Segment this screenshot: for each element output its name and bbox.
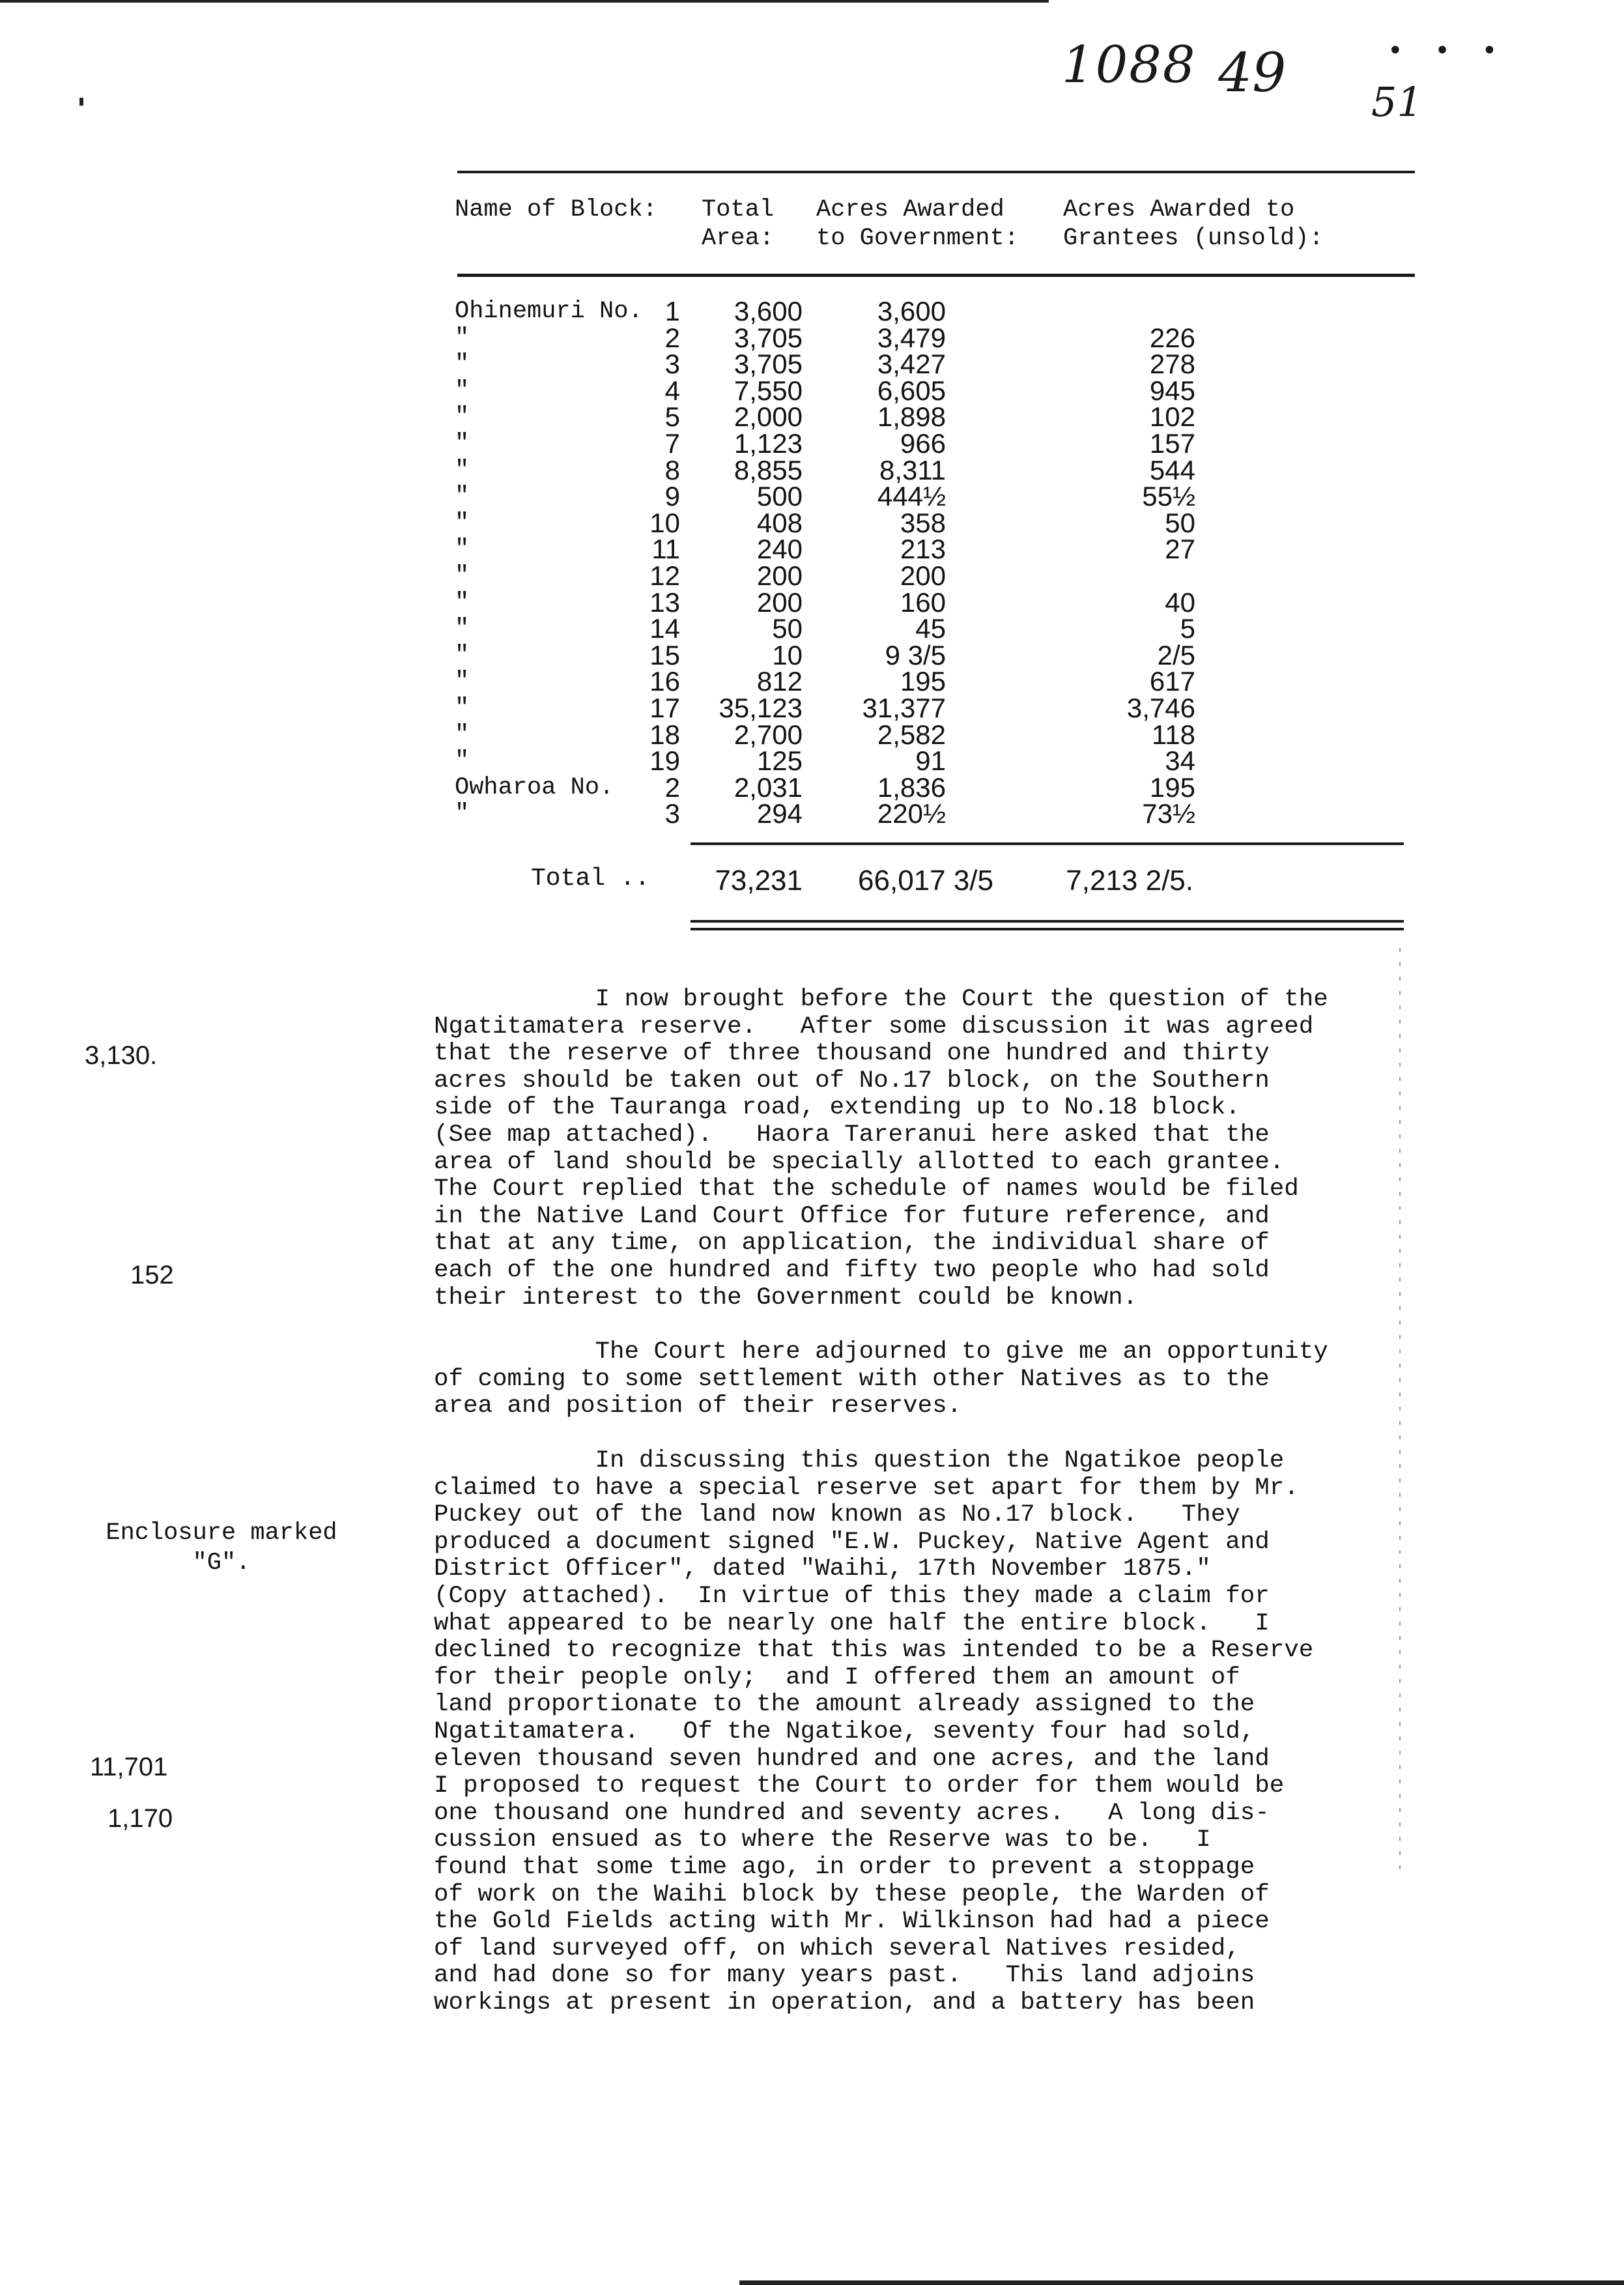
block-number: 18 [649,719,680,750]
grantee-acres-cell: 226 [1149,322,1195,353]
gov-acres-cell: 45 [915,613,946,644]
table-row [0,560,1563,591]
header-name-of-block: Name of Block: [455,196,657,223]
grantee-acres-cell: 2/5 [1157,639,1195,670]
header-acres-government: Acres Awarded to Government: [816,196,1019,252]
grantee-acres-cell: 34 [1165,745,1195,777]
total-area-cell: 2,031 [734,771,803,803]
grantee-acres-cell: 278 [1149,349,1195,380]
total-area-cell: 3,705 [734,349,803,380]
grantee-acres-cell: 5 [1180,613,1195,644]
paragraph-ngatikoe-reserve: In discussing this question the Ngatikoe people claimed to have a special reserve set apart for them by Mr. Puckey out of the land now known as No.17 block. They produced a document signed "E.W. Puckey, Native Agent and District Officer", dated "Waihi, 17th November 1875." (Copy attached). In virtue of this they made a claim for what appeared to be nearly one half the entire block. I declined to recognize that this was intended to be a Reserve for their people only; and I offered them an amount of land proportionate to the amount already assigned to the Ngatitamatera. Of the Ngatikoe, seventy four had sold, eleven thousand seven hundred and one acres, and the land I proposed to request the Court to order for them would be one thousand one hundred and seventy acres. A long dis- cussion ensued as to where the Reserve was to be. I found that some time ago, in order to prevent a stoppage of work on the Waihi block by these people, the Warden of the Gold Fields acting with Mr. Wilkinson had had a piece of land surveyed off, on which several Natives resided, and had done so for many years past. This land adjoins workings at present in operation, and a battery has been [434,1447,1314,2017]
grantee-acres-cell: 157 [1149,427,1195,459]
sum-rule [691,842,1404,845]
total-label: Total .. [531,865,650,893]
block-number: 1 [664,296,680,326]
table-row [0,322,1563,353]
total-area-cell: 7,550 [734,375,803,406]
block-number: 3 [664,349,680,380]
total-area-cell: 2,000 [734,401,803,433]
grantee-acres-cell: 50 [1165,507,1195,538]
block-number: 16 [649,666,680,697]
block-name: " [455,615,470,643]
block-number: 7 [664,427,680,459]
table-top-rule [457,171,1415,173]
table-row [0,639,1563,670]
paragraph-court-adjourned: The Court here adjourned to give me an opportunity of coming to some settlement with other Natives as to the area and position of their reserves. [434,1338,1328,1420]
handwritten-page-number: 51 [1371,78,1423,126]
header-total-area: Total Area: [702,196,775,252]
block-name: " [455,324,470,352]
block-name: Owharoa No. [455,773,614,801]
margin-note-acres-sold: 11,701 [90,1753,168,1781]
table-row [0,771,1563,803]
total-grantees-value: 7,213 2/5. [1066,865,1193,897]
grantee-acres-cell: 195 [1149,771,1195,803]
block-name: " [455,456,470,484]
grantee-acres-cell: 617 [1149,666,1195,697]
total-area-cell: 2,700 [734,719,803,750]
table-row [0,427,1563,459]
gov-acres-cell: 358 [900,507,946,538]
block-name: " [455,668,470,696]
block-number: 4 [664,375,680,406]
total-area-cell: 10 [772,639,803,670]
gov-acres-cell: 91 [915,745,946,777]
block-name: " [455,536,470,564]
handwritten-folio-number-struck: 49 [1218,42,1287,104]
gov-acres-cell: 220½ [877,798,946,829]
grantee-acres-cell: 55½ [1142,481,1195,512]
double-rule-bottom [691,928,1404,930]
block-number: 15 [649,639,680,670]
grantee-acres-cell: 27 [1165,534,1195,565]
block-number: 14 [649,613,680,644]
table-row [0,798,1563,829]
block-name: " [455,562,470,590]
grantee-acres-cell: 3,746 [1126,692,1195,723]
table-row [0,719,1563,750]
table-row [0,745,1563,777]
block-number: 13 [649,586,680,618]
gov-acres-cell: 200 [900,560,946,591]
table-row [0,613,1563,644]
gov-acres-cell: 160 [900,586,946,618]
grantee-acres-cell: 40 [1165,586,1195,618]
block-name: " [455,351,470,379]
block-name: " [455,483,470,511]
grantee-acres-cell: 945 [1149,375,1195,406]
gov-acres-cell: 195 [900,666,946,697]
total-area-cell: 294 [756,798,803,829]
block-name: " [455,588,470,616]
block-number: 17 [649,692,680,723]
gov-acres-cell: 1,836 [877,771,946,803]
gov-acres-cell: 3,600 [877,296,946,326]
block-number: 19 [649,745,680,777]
total-area-cell: 1,123 [734,427,803,459]
block-number: 9 [664,481,680,512]
paragraph-ngatitamatera-reserve: I now brought before the Court the question of the Ngatitamatera reserve. After some discussion it was agreed that the reserve of three thousand one hundred and thirty acres should be taken out of No.17 block, on the Southern side of the Tauranga road, extending up to No.18 block. (See map attached). Haora Tareranui here asked that the area of land should be specially allotted to each grantee. The Court replied that the schedule of names would be filed in the Native Land Court Office for future reference, and that at any time, on application, the individual share of each of the one hundred and fifty two people who had sold their interest to the Government could be known. [434,986,1328,1312]
block-number: 12 [649,560,680,591]
grantee-acres-cell: 73½ [1142,798,1195,829]
table-row [0,507,1563,538]
grantee-acres-cell: 544 [1149,454,1195,485]
margin-note-acres: 3,130. [85,1041,158,1070]
block-number: 11 [651,534,680,565]
total-area-value: 73,231 [715,865,803,897]
margin-note-acres-reserve: 1,170 [107,1804,173,1833]
table-header-rule [457,274,1415,277]
gov-acres-cell: 966 [900,427,946,459]
gov-acres-cell: 3,427 [877,349,946,380]
stray-mark [79,98,83,106]
table-row [0,375,1563,406]
table-row [0,668,1563,695]
block-number: 3 [664,798,680,829]
table-row [0,483,1563,510]
table-row [0,298,1563,325]
handwritten-dots: • • • [1388,36,1509,66]
gov-acres-cell: 6,605 [877,375,946,406]
table-row [0,351,1563,378]
block-name: " [455,429,470,457]
handwritten-folio-number: 1088 [1062,36,1197,94]
gov-acres-cell: 1,898 [877,401,946,433]
block-name: " [455,721,470,749]
block-number: 8 [664,454,680,485]
block-name: Ohinemuri No. [455,298,643,325]
table-row [0,454,1563,485]
total-area-cell: 8,855 [734,454,803,485]
table-row [0,586,1563,618]
margin-note-enclosure: Enclosure marked "G". [106,1519,337,1577]
total-area-cell: 35,123 [719,692,803,723]
table-row [0,536,1563,563]
block-number: 2 [664,322,680,353]
total-area-cell: 500 [756,481,803,512]
total-area-cell: 50 [772,613,803,644]
gov-acres-cell: 8,311 [879,454,946,485]
block-name: " [455,800,470,828]
total-gov-value: 66,017 3/5 [858,865,993,897]
gov-acres-cell: 31,377 [862,692,946,723]
total-area-cell: 125 [756,745,803,777]
table-row [0,692,1563,723]
header-acres-grantees: Acres Awarded to Grantees (unsold): [1063,196,1324,252]
block-name: " [455,403,470,431]
scan-edge [0,0,1049,3]
block-number: 2 [664,771,680,803]
gov-acres-cell: 3,479 [877,322,946,353]
gov-acres-cell: 444½ [877,481,946,512]
margin-note-people: 152 [130,1261,174,1289]
gov-acres-cell: 2,582 [877,719,946,750]
scan-bottom-edge [739,2280,1624,2285]
block-number: 10 [649,507,680,538]
gov-acres-cell: 9 3/5 [885,639,946,670]
double-rule-top [691,920,1404,923]
page-fold-line [1399,948,1401,1880]
block-name: " [455,509,470,537]
total-row [0,865,1563,897]
grantee-acres-cell: 102 [1149,401,1195,433]
block-name: " [455,377,470,405]
block-name: " [455,641,470,669]
total-area-cell: 3,705 [734,322,803,353]
total-area-cell: 3,600 [734,296,803,326]
block-number: 5 [664,401,680,433]
table-row [0,401,1563,433]
block-name: " [455,747,470,775]
total-area-cell: 812 [756,666,803,697]
total-area-cell: 408 [756,507,803,538]
block-table-body [0,298,1563,827]
total-area-cell: 200 [756,586,803,618]
block-name: " [455,694,470,722]
gov-acres-cell: 213 [900,534,946,565]
total-area-cell: 200 [756,560,803,591]
total-area-cell: 240 [756,534,803,565]
grantee-acres-cell: 118 [1152,719,1195,750]
